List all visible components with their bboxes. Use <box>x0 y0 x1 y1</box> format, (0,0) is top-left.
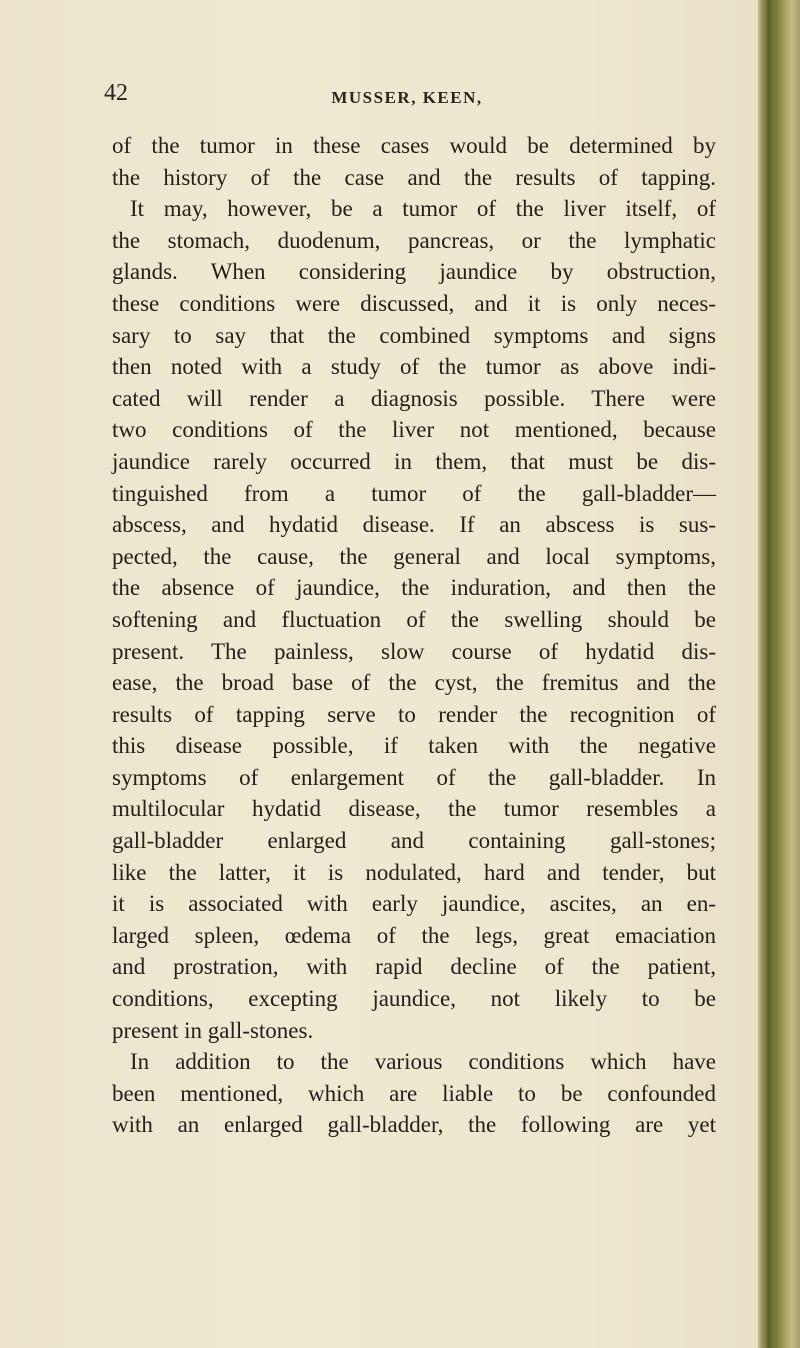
text-line: jaundice rarely occurred in them, that must be dis- <box>112 448 716 474</box>
page-edge-binding <box>758 0 800 1348</box>
text-line: abscess, and hydatid disease. If an abscess is sus- <box>112 512 716 538</box>
text-line: like the latter, it is nodulated, hard and tender, but <box>112 859 716 885</box>
text-line: pected, the cause, the general and local symptoms, <box>112 543 716 569</box>
text-line: this disease possible, if taken with the negative <box>112 733 716 759</box>
running-head: MUSSER, KEEN, <box>331 88 483 107</box>
page-number: 42 <box>104 80 128 106</box>
text-line: the history of the case and the results of tapping. <box>112 164 716 190</box>
text-line: gall-bladder enlarged and containing gall-stones; <box>112 828 716 854</box>
text-line: it is associated with early jaundice, ascites, an en- <box>112 891 716 917</box>
text-line: symptoms of enlargement of the gall-bladder. In <box>112 764 716 790</box>
text-line: In addition to the various conditions which have <box>130 1049 716 1075</box>
text-line: results of tapping serve to render the recognition of <box>112 701 716 727</box>
text-line: present. The painless, slow course of hydatid dis- <box>112 638 716 664</box>
text-line: present in gall-stones. <box>112 1017 314 1043</box>
text-line: glands. When considering jaundice by obstruction, <box>112 259 716 285</box>
text-line: been mentioned, which are liable to be confounded <box>112 1080 716 1106</box>
text-line: ease, the broad base of the cyst, the fremitus and the <box>112 670 716 696</box>
text-line: tinguished from a tumor of the gall-bladder— <box>112 480 716 506</box>
text-line: two conditions of the liver not mentioned, because <box>112 417 716 443</box>
page-edge-line <box>767 0 770 1348</box>
page-header <box>104 80 710 114</box>
text-line: of the tumor in these cases would be determined by <box>112 133 716 158</box>
text-line: cated will render a diagnosis possible. There were <box>112 385 716 411</box>
text-line: the stomach, duodenum, pancreas, or the lymphatic <box>112 227 716 253</box>
text-line: conditions, excepting jaundice, not likely to be <box>112 986 716 1012</box>
text-line: the absence of jaundice, the induration, and then the <box>112 575 716 601</box>
text-line: these conditions were discussed, and it is only neces- <box>112 290 716 316</box>
text-line: then noted with a study of the tumor as above indi- <box>112 354 716 380</box>
text-line: multilocular hydatid disease, the tumor resembles a <box>112 796 716 822</box>
body-text <box>112 130 716 1141</box>
text-line: sary to say that the combined symptoms and signs <box>112 322 716 348</box>
text-line: softening and fluctuation of the swelling should be <box>112 606 716 632</box>
text-line: with an enlarged gall-bladder, the following are yet <box>112 1112 716 1138</box>
text-line: It may, however, be a tumor of the liver itself, of <box>130 196 716 222</box>
text-line: and prostration, with rapid decline of the patient, <box>112 954 716 980</box>
text-line: larged spleen, œdema of the legs, great emaciation <box>112 922 716 948</box>
